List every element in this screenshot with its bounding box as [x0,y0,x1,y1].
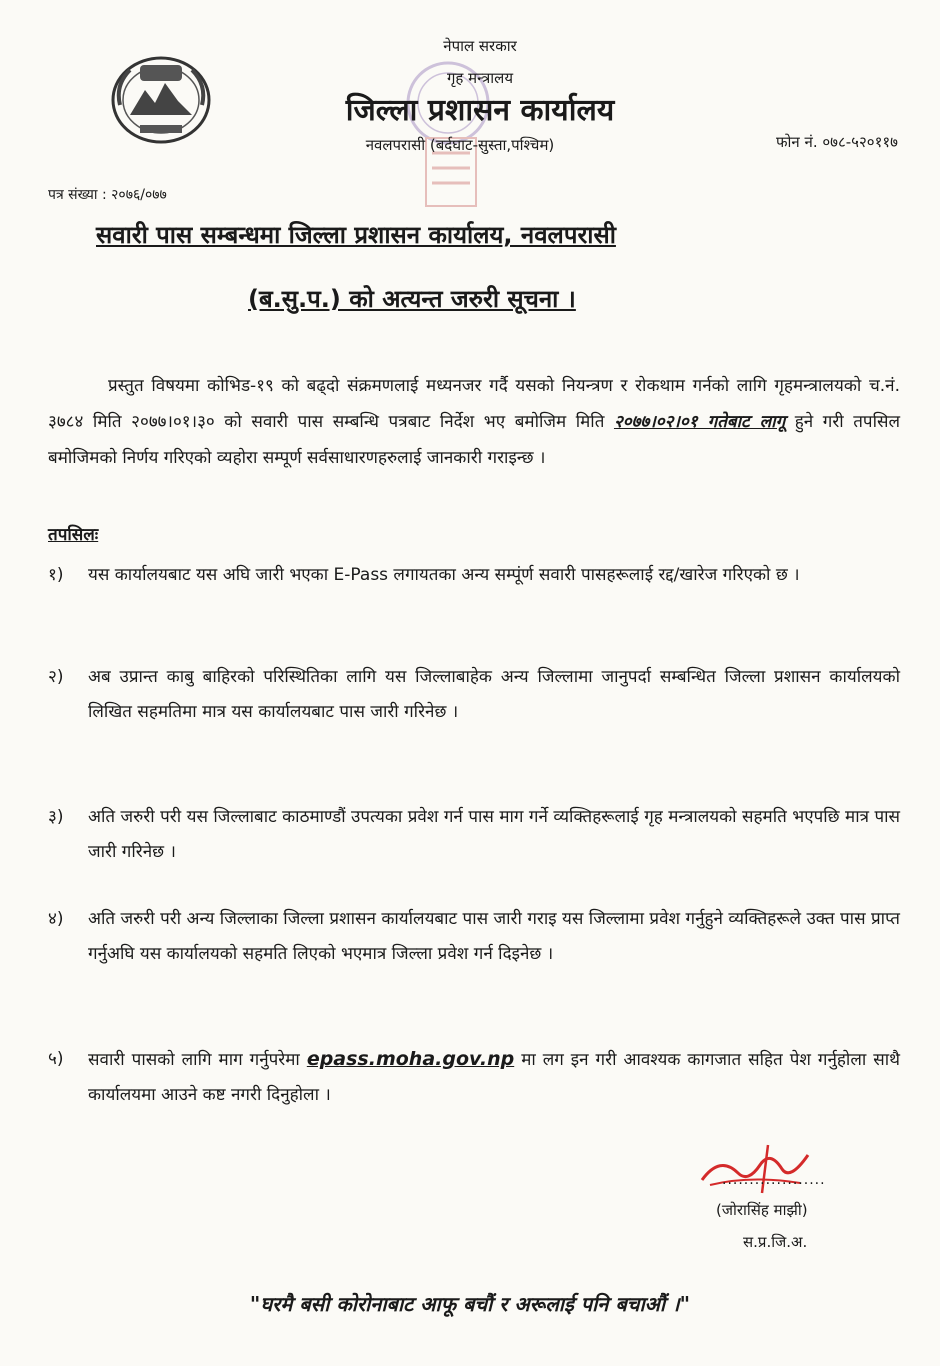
list-item-number: ३) [48,807,64,827]
office-name: जिल्ला प्रशासन कार्यालय [345,93,615,128]
signatory-title: स.प्र.जि.अ. [743,1233,808,1251]
list-item-number: ४) [48,909,64,929]
slogan: "घरमै बसी कोरोनाबाट आफू बचौं र अरूलाई पनि बचाऔं ।" [249,1292,691,1316]
office-location: नवलपरासी (बर्दघाट-सुस्ता,पश्चिम) [365,136,555,154]
list-item-text-after: मा लग इन गरी आवश्यक कागजात सहित पेश गर्नुहोला साथै कार्यालयमा आउने कष्ट नगरी दिनुहोला । [88,1050,900,1105]
government-name: नेपाल सरकार [443,37,517,55]
signature-line: ................... [722,1172,826,1188]
signature-icon [690,1135,820,1205]
list-item-text: अति जरुरी परी यस जिल्लाबाट काठमाण्डौं उपत्यका प्रवेश गर्न पास माग गर्ने व्यक्तिहरूलाई गृह मन्त्रालयको सहमति भएपछि मात्र पास जारी गरिनेछ । [88,807,900,862]
list-item-number: १) [48,565,64,585]
epass-link[interactable]: epass.moha.gov.np [306,1048,515,1070]
intro-text-part2: हुने गरी तपसिल बमोजिमको निर्णय गरिएको व्यहोरा सम्पूर्ण सर्वसाधारणहरुलाई जानकारी गराइन्छ । [48,412,901,468]
effective-date-highlight: २०७७।०२।०१ गतेबाट लागू [613,412,786,432]
list-item-text [88,1042,900,1113]
intro-text-part1: प्रस्तुत विषयमा कोभिड-१९ को बढ्दो संक्रमणलाई मध्यनजर गर्दै यसको नियन्त्रण र रोकथाम गर्नको लागि गृहमन्त्रालयको च.नं. ३७८४ मिति २०७७।०१।३० को सवारी पास सम्बन्धि पत्रबाट निर्देश भए बमोजिम मिति [48,376,900,432]
list-item-number: ५) [48,1049,64,1069]
ministry-name: गृह मन्त्रालय [446,69,514,87]
list-item-text-before: सवारी पासको लागि माग गर्नुपरेमा [88,1050,307,1070]
details-heading: तपसिलः [48,525,99,545]
list-item-number: २) [48,667,64,687]
signatory-name: (जोरासिंह माझी) [716,1201,808,1219]
notice-title-line2: (ब.सु.प.) को अत्यन्त जरुरी सूचना । [248,285,576,313]
list-item-text: अति जरुरी परी अन्य जिल्लाका जिल्ला प्रशासन कार्यालयबाट पास जारी गराइ यस जिल्लामा प्रवेश गर्नुहुने व्यक्तिहरूले उक्त पास प्राप्त गर्नुअघि यस कार्यालयको सहमति लिएको भएमात्र जिल्ला प्रवेश गर्न दिइनेछ । [88,909,900,964]
intro-paragraph [48,368,900,476]
phone-number: फोन नं. ०७८-५२०११७ [775,133,898,151]
notice-title-line1: सवारी पास सम्बन्धमा जिल्ला प्रशासन कार्यालय, नवलपरासी [96,221,616,249]
reference-number: पत्र संख्या : २०७६/०७७ [48,187,167,203]
list-item-text: यस कार्यालयबाट यस अघि जारी भएका E-Pass लगायतका अन्य सम्पूंर्ण सवारी पासहरूलाई रद्द/खारेज गरिएको छ । [88,565,800,585]
list-item-text: अब उप्रान्त काबु बाहिरको परिस्थितिका लागि यस जिल्लाबाहेक अन्य जिल्लामा जानुपर्दा सम्बन्धित जिल्ला प्रशासन कार्यालयको लिखित सहमतिमा मात्र यस कार्यालयबाट पास जारी गरिनेछ । [88,667,900,722]
